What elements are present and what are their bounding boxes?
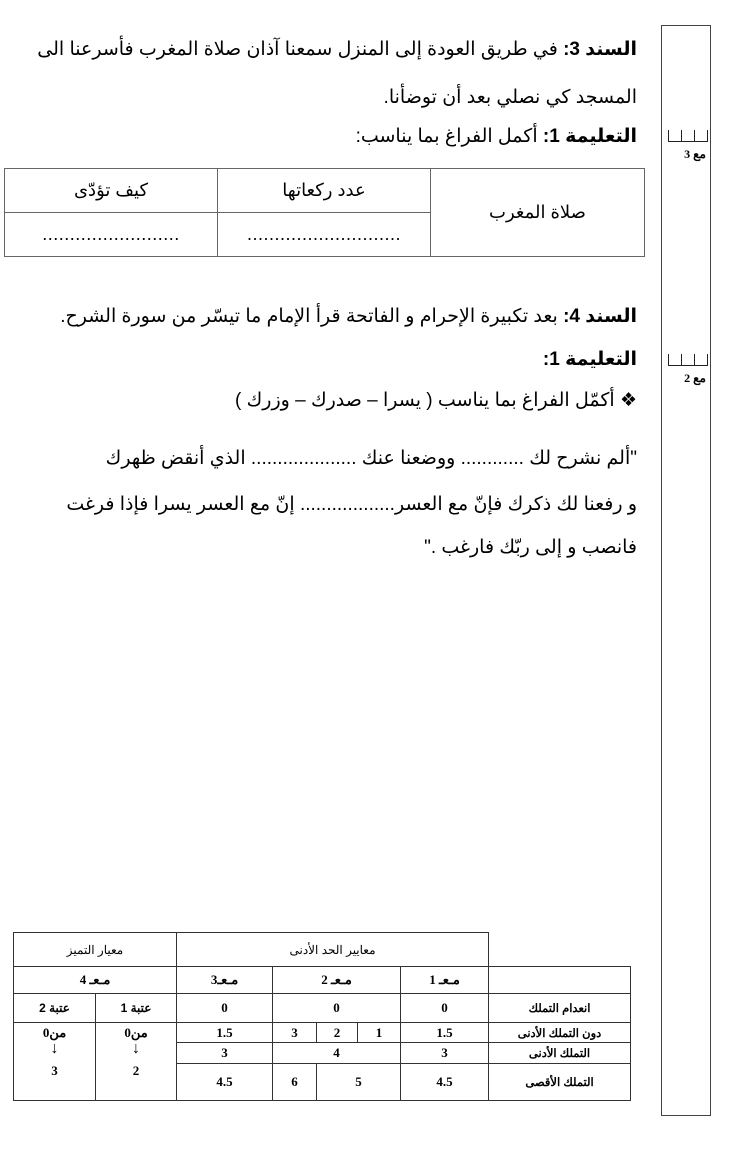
m2-min: 4 (273, 1043, 401, 1064)
m4-step1-from: من0 (124, 1025, 148, 1040)
m1-max: 4.5 (401, 1064, 489, 1101)
header-min-criteria: معايير الحد الأدنى (177, 933, 489, 967)
m1-min: 3 (401, 1043, 489, 1064)
score-box-mu3[interactable] (668, 130, 708, 142)
criterion-4: مـعـ 4 (14, 967, 177, 994)
m2-max-6: 6 (273, 1064, 317, 1101)
blank-how[interactable]: ......................... (5, 213, 218, 257)
criterion-2: مـعـ 2 (273, 967, 401, 994)
section3-instruction (356, 125, 637, 148)
m2-below-1: 1 (358, 1023, 401, 1043)
verse-line3: فانصب و إلى ربّك فارغب ." (424, 537, 637, 558)
section4-text: بعد تكبيرة الإحرام و الفاتحة قرأ الإمام ما تيسّر من سورة الشرح. (60, 306, 564, 327)
instruction-text: أكمل الفراغ بما يناسب: (355, 126, 543, 147)
m2-below-2: 2 (317, 1023, 358, 1043)
score-label-mu2: مع 2 (684, 371, 706, 385)
m1-none: 0 (401, 994, 489, 1023)
section3-line1 (37, 38, 637, 61)
arrow-down-icon: ↓ (132, 1040, 141, 1057)
m3-below: 1.5 (177, 1023, 273, 1043)
score-box-mu2[interactable] (668, 354, 708, 366)
m2-max-5: 5 (317, 1064, 401, 1101)
header-excellence: معيار التميز (14, 933, 177, 967)
grading-table (13, 932, 631, 1101)
level-none: انعدام التملك (489, 994, 631, 1023)
m2-none: 0 (273, 994, 401, 1023)
section4-instruction-label: التعليمة 1: (542, 349, 637, 370)
score-label-mu3: مع 3 (684, 147, 706, 161)
level-min: التملك الأدنى (489, 1043, 631, 1064)
level-header-empty (489, 967, 631, 994)
criterion-3: مـعـ3 (177, 967, 273, 994)
arrow-down-icon: ↓ (50, 1040, 59, 1057)
m4-step1-to: 2 (132, 1063, 140, 1078)
m4-step2-label: عتبة 2 (14, 994, 96, 1023)
m4-step2-from: من0 (42, 1025, 67, 1040)
bullet-text: أكمّل الفراغ بما يناسب ( يسرا – صدرك – وزرك ) (235, 390, 615, 411)
m4-step2-range (14, 1023, 96, 1101)
m2-below-3: 3 (273, 1023, 317, 1043)
section3-label: السند 3: (563, 39, 637, 60)
m4-step1-label: عتبة 1 (96, 994, 177, 1023)
criterion-1: مـعـ 1 (401, 967, 489, 994)
section4-label: السند 4: (563, 306, 637, 327)
row-header-maghrib: صلاة المغرب (431, 169, 645, 257)
m1-below: 1.5 (401, 1023, 489, 1043)
prayer-table (4, 168, 645, 257)
level-below-min: دون التملك الأدنى (489, 1023, 631, 1043)
level-max: التملك الأقصى (489, 1064, 631, 1101)
verse-line2: و رفعنا لك ذكرك فإنّ مع العسر.................. إنّ مع العسر يسرا فإذا فرغت (66, 494, 637, 515)
margin-score-column (661, 25, 711, 1116)
section4-bullet (235, 389, 637, 412)
section3-text-line1: في طريق العودة إلى المنزل سمعنا آذان صلاة المغرب فأسرعنا الى (37, 39, 564, 60)
m3-max: 4.5 (177, 1064, 273, 1101)
m4-step2-to: 3 (51, 1063, 58, 1078)
instruction-label: التعليمة 1: (542, 126, 637, 147)
diamond-bullet-icon: ❖ (619, 390, 637, 411)
col-header-rakaat: عدد ركعاتها (218, 169, 431, 213)
m4-step1-range (96, 1023, 177, 1101)
m3-min: 3 (177, 1043, 273, 1064)
section4-line (60, 305, 637, 328)
m3-none: 0 (177, 994, 273, 1023)
verse-line1: "ألم نشرح لك ............ ووضعنا عنك .................... الذي أنقض ظهرك (105, 448, 637, 469)
blank-rakaat[interactable]: ............................ (218, 213, 431, 257)
col-header-how: كيف تؤدّى (5, 169, 218, 213)
section3-line2: المسجد كي نصلي بعد أن توضأنا. (383, 87, 637, 108)
